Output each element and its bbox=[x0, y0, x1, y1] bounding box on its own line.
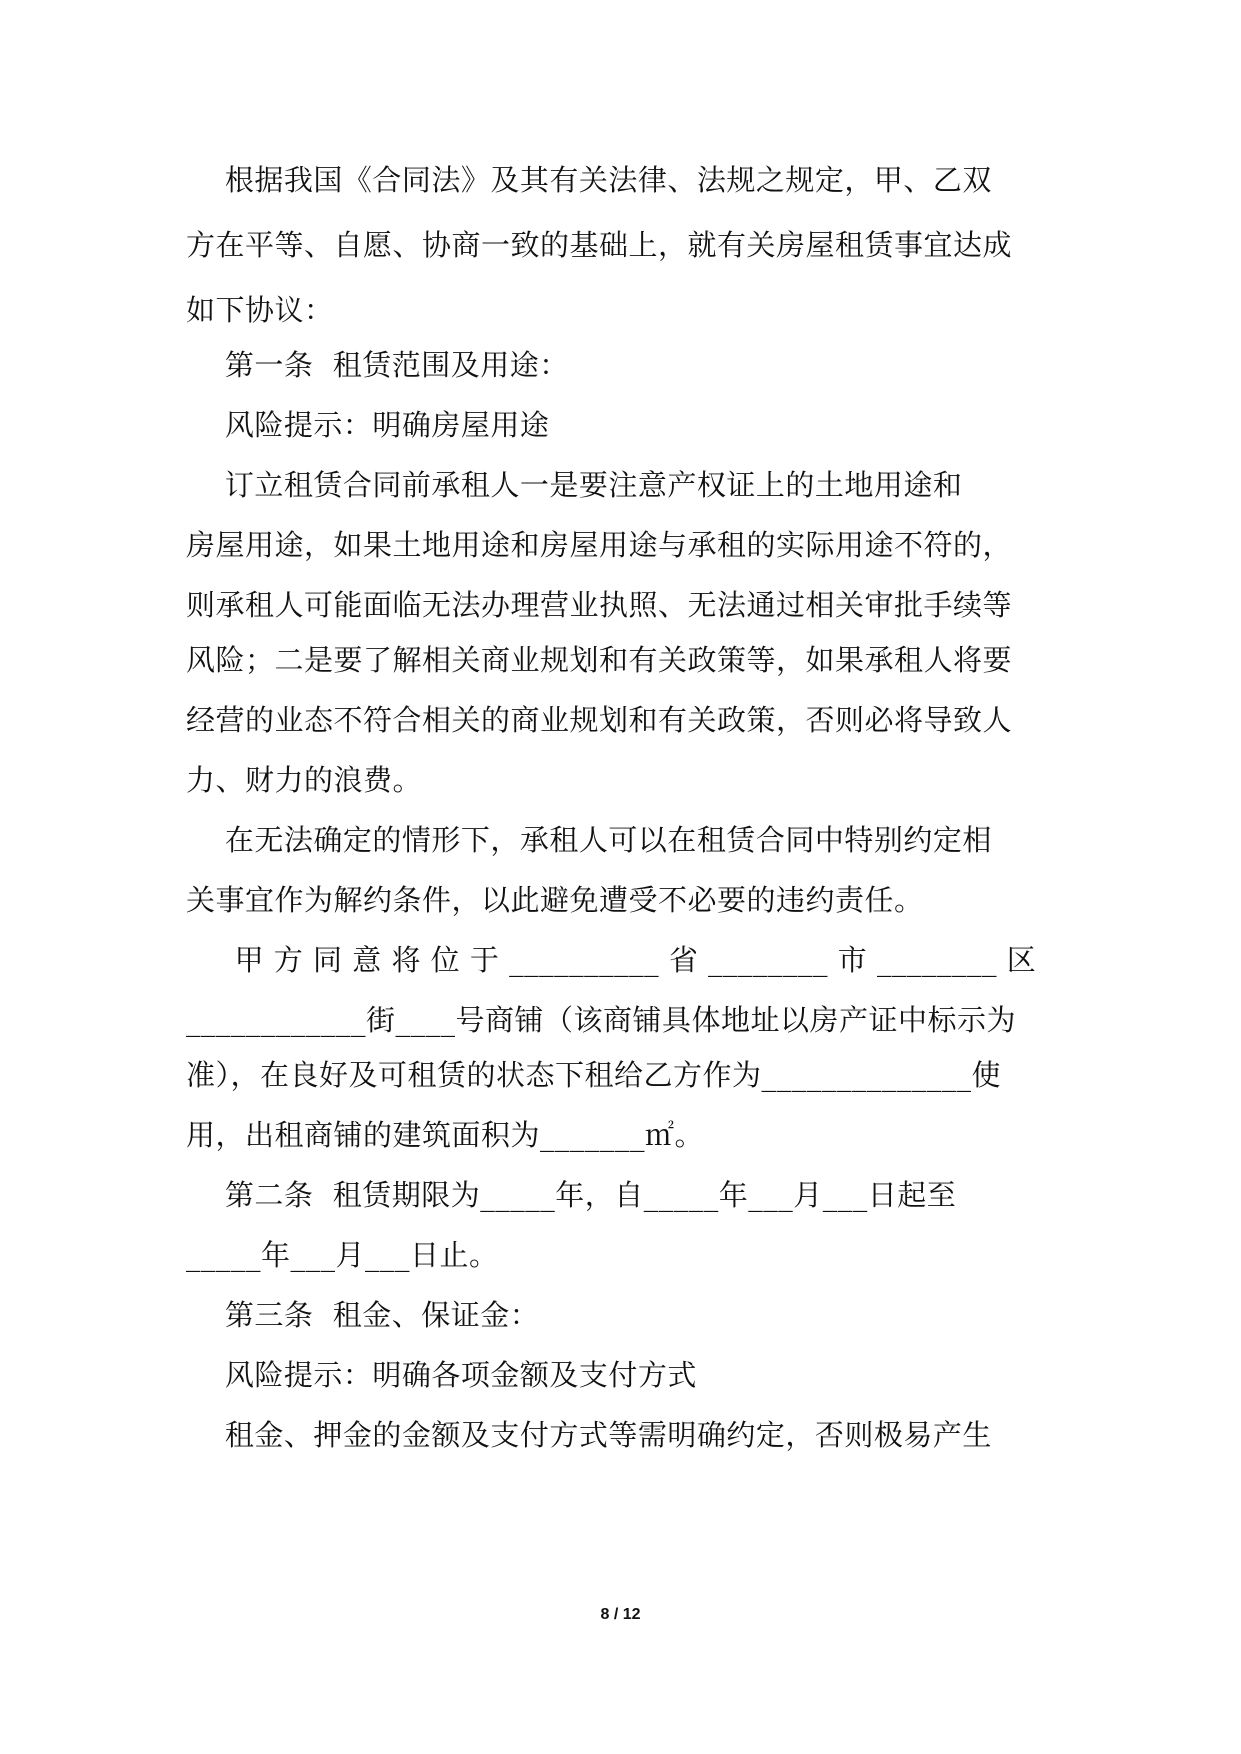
text-line: 风险；二是要了解相关商业规划和有关政策等，如果承租人将要 bbox=[186, 643, 1013, 677]
article-heading-2: 第二条 租赁期限为_____年，自_____年___月___日起至 bbox=[186, 1178, 957, 1212]
text-line: 关事宜作为解约条件，以此避免遭受不必要的违约责任。 bbox=[186, 883, 924, 917]
text-line: 则承租人可能面临无法办理营业执照、无法通过相关审批手续等 bbox=[186, 588, 1013, 622]
risk-tip-2: 风险提示：明确各项金额及支付方式 bbox=[186, 1358, 697, 1392]
text-line: 准），在良好及可租赁的状态下租给乙方作为______________使 bbox=[186, 1058, 1002, 1092]
page-number: 8 / 12 bbox=[600, 1606, 641, 1623]
article-heading-3: 第三条 租金、保证金： bbox=[186, 1298, 540, 1332]
text-line: 用，出租商铺的建筑面积为_______㎡。 bbox=[186, 1118, 705, 1152]
text-line: 根据我国《合同法》及其有关法律、法规之规定，甲、乙双 bbox=[186, 163, 992, 197]
text-line: ____________街____号商铺（该商铺具体地址以房产证中标示为 bbox=[186, 1003, 1017, 1037]
text-line: 在无法确定的情形下，承租人可以在租赁合同中特别约定相 bbox=[186, 823, 992, 857]
text-line: 房屋用途，如果土地用途和房屋用途与承租的实际用途不符的， bbox=[186, 528, 1013, 562]
text-line: 经营的业态不符合相关的商业规划和有关政策，否则必将导致人 bbox=[186, 703, 1013, 737]
text-line: 方在平等、自愿、协商一致的基础上，就有关房屋租赁事宜达成 bbox=[186, 228, 1013, 262]
text-line: _____年___月___日止。 bbox=[186, 1238, 499, 1272]
text-line: 订立租赁合同前承租人一是要注意产权证上的土地用途和 bbox=[186, 468, 963, 502]
text-line: 如下协议： bbox=[186, 293, 334, 327]
text-line: 租金、押金的金额及支付方式等需明确约定，否则极易产生 bbox=[186, 1418, 992, 1452]
text-line: 甲 方 同 意 将 位 于 __________ 省 ________ 市 ________ 区 bbox=[186, 943, 1037, 977]
article-heading-1: 第一条 租赁范围及用途： bbox=[186, 348, 569, 382]
text-line: 力、财力的浪费。 bbox=[186, 763, 423, 797]
risk-tip-1: 风险提示：明确房屋用途 bbox=[186, 408, 550, 442]
